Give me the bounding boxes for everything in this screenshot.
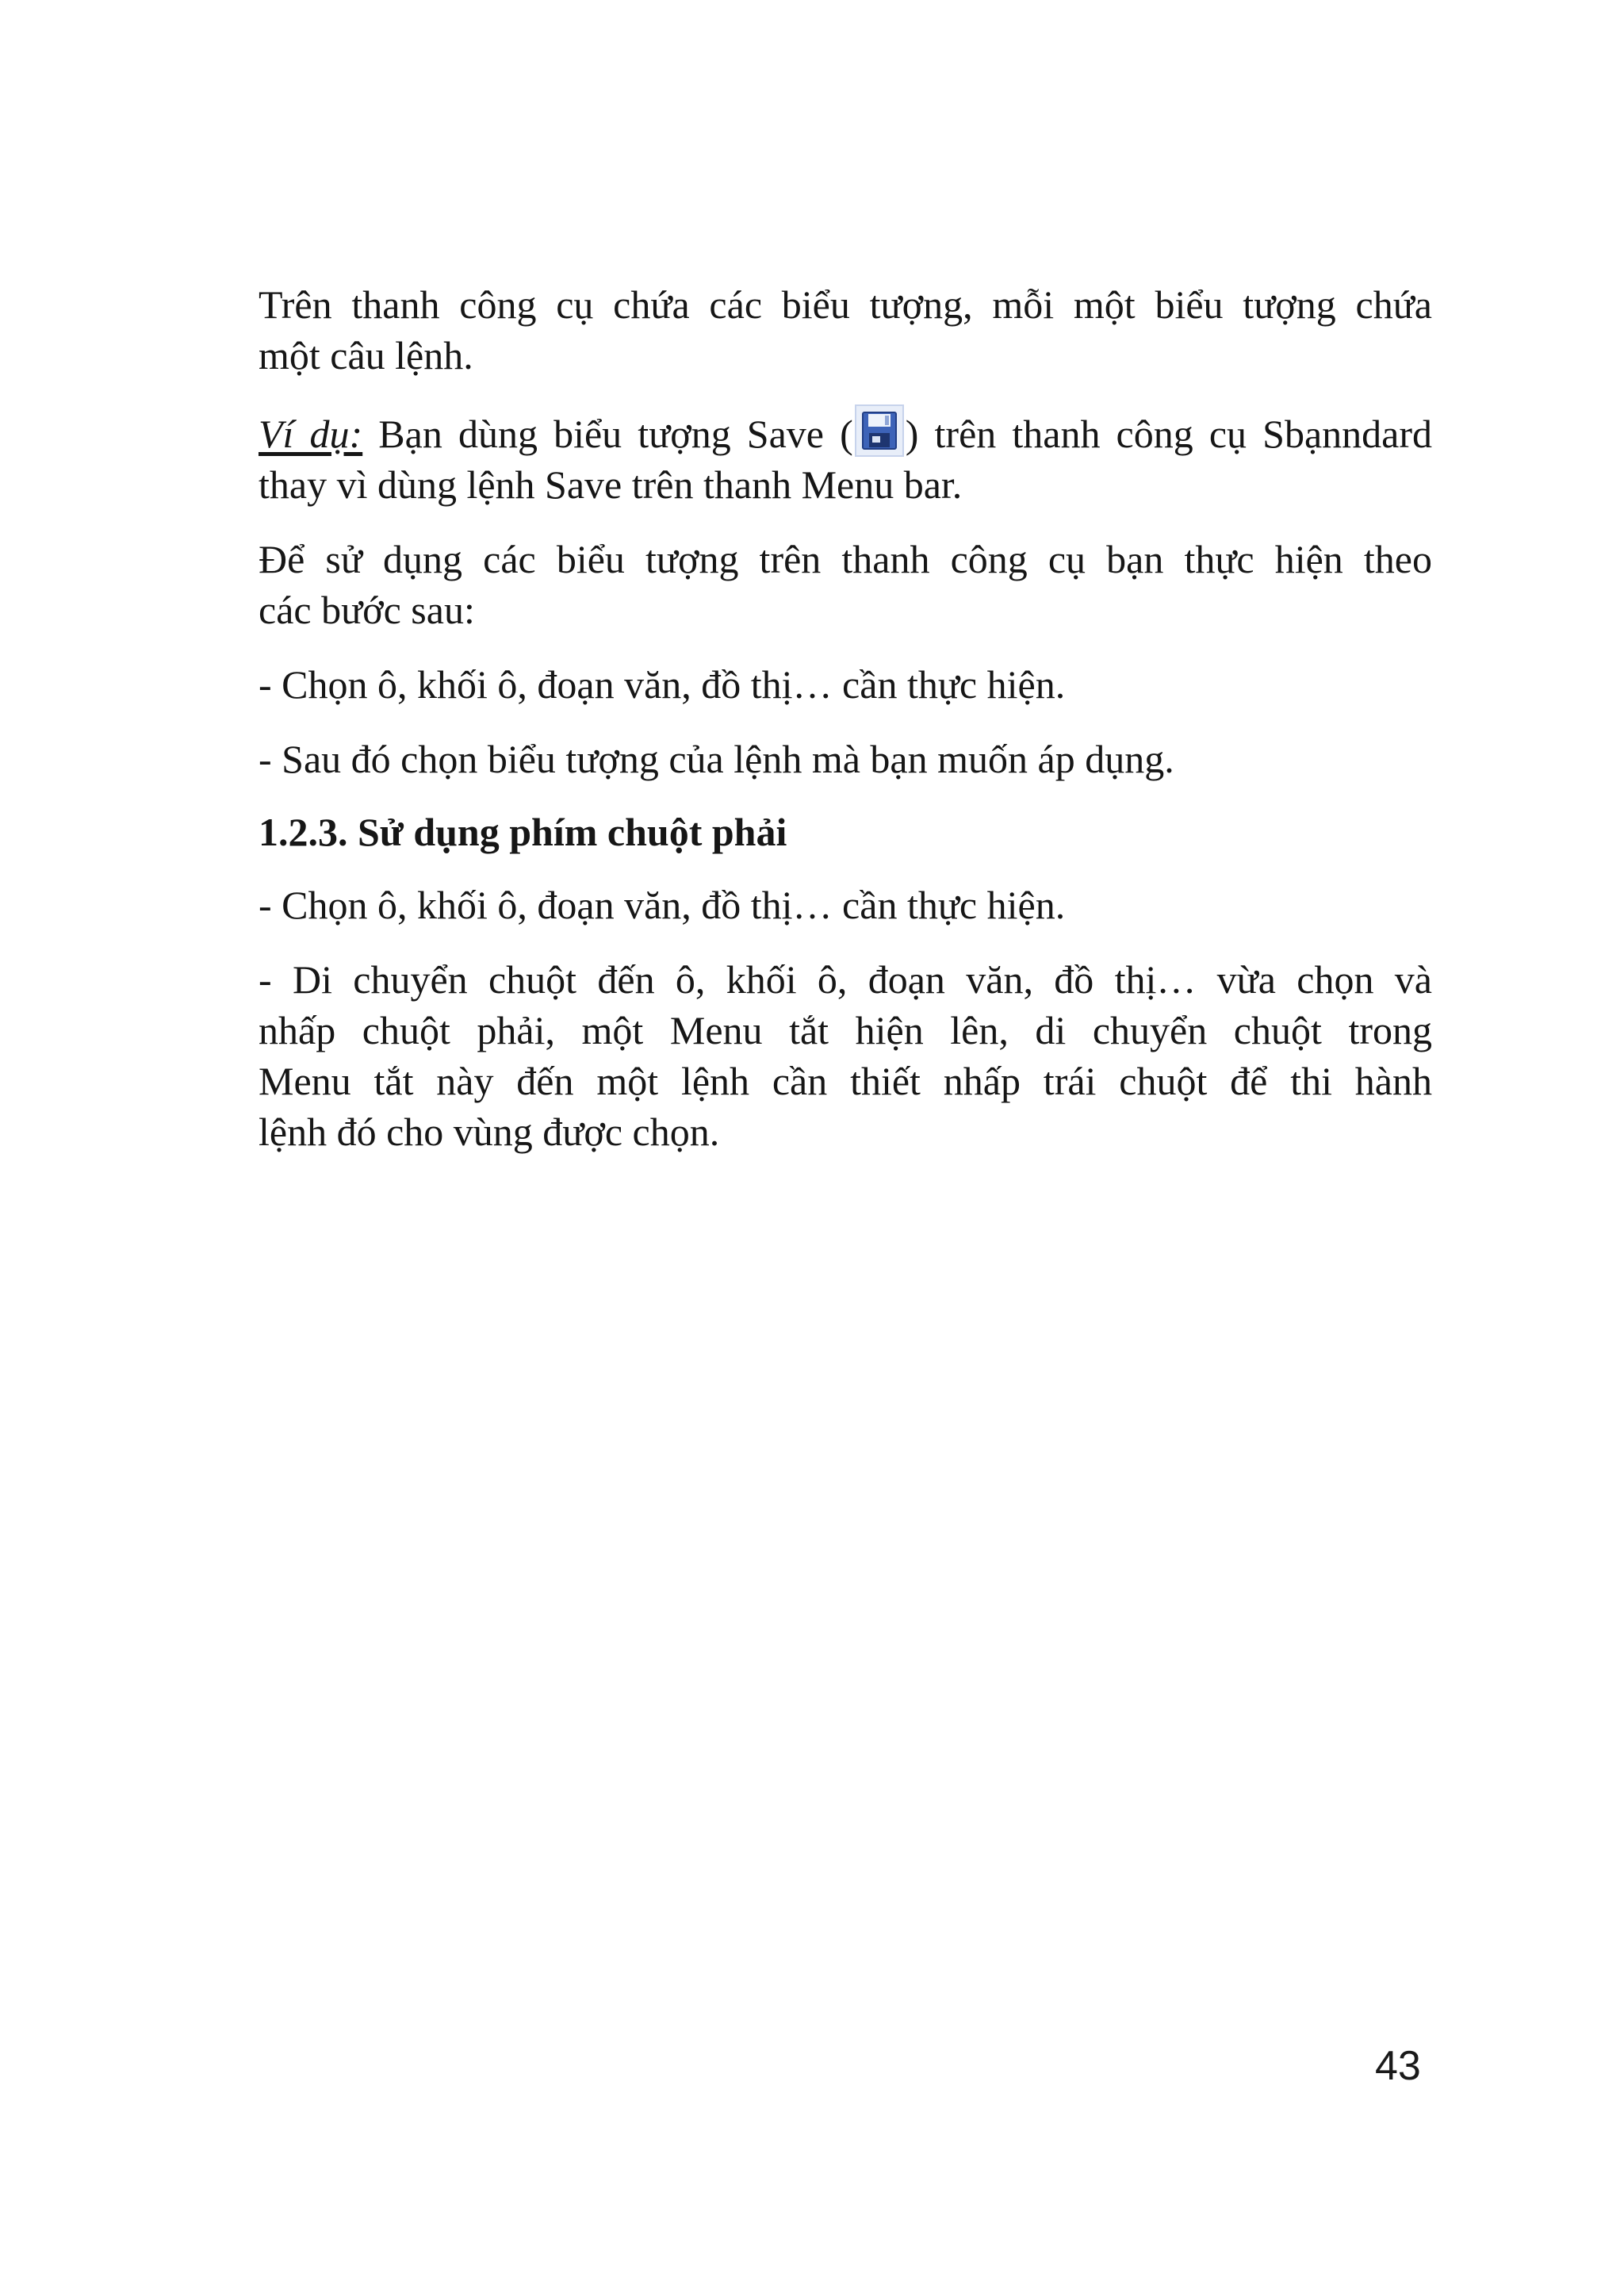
text-line: - Sau đó chọn biểu tượng của lệnh mà bạn muốn áp dụng. bbox=[259, 737, 1174, 781]
text-line: - Di chuyển chuột đến ô, khối ô, đoạn văn, đồ thị… vừa chọn và bbox=[259, 957, 1432, 1002]
floppy-disk-save-icon bbox=[855, 404, 904, 457]
text-line: Để sử dụng các biểu tượng trên thanh công cụ bạn thực hiện theo bbox=[259, 537, 1432, 581]
list-item-select-section bbox=[259, 880, 1432, 930]
text-line: các bước sau: bbox=[259, 588, 475, 632]
example-label: Ví dụ: bbox=[259, 412, 363, 456]
text-line: - Chọn ô, khối ô, đoạn văn, đồ thị… cần thực hiện. bbox=[259, 883, 1066, 927]
text-line bbox=[259, 404, 1432, 459]
text-line: một câu lệnh. bbox=[259, 333, 473, 378]
paragraph-toolbar-steps bbox=[259, 534, 1432, 635]
paragraph-example bbox=[259, 404, 1432, 510]
example-text-after-icon: ) trên thanh công cụ Sbạnndard bbox=[905, 412, 1433, 456]
list-item-select bbox=[259, 659, 1432, 710]
list-item-right-click bbox=[259, 954, 1432, 1157]
text-line: thay vì dùng lệnh Save trên thanh Menu bar. bbox=[259, 462, 963, 507]
section-heading: 1.2.3. Sử dụng phím chuột phải bbox=[259, 810, 787, 854]
example-text-before-icon: Bạn dùng biểu tượng Save ( bbox=[362, 412, 853, 456]
text-line: Menu tắt này đến một lệnh cần thiết nhấp trái chuột để thi hành bbox=[259, 1059, 1432, 1103]
page-number: 43 bbox=[1375, 2043, 1421, 2089]
paragraph-toolbar-intro bbox=[259, 279, 1432, 381]
list-item-choose-icon bbox=[259, 734, 1432, 784]
text-line: Trên thanh công cụ chứa các biểu tượng, mỗi một biểu tượng chứa bbox=[259, 282, 1432, 327]
text-line: lệnh đó cho vùng được chọn. bbox=[259, 1110, 720, 1154]
text-line: nhấp chuột phải, một Menu tắt hiện lên, di chuyển chuột trong bbox=[259, 1008, 1432, 1052]
page-content bbox=[259, 279, 1432, 1181]
text-line: - Chọn ô, khối ô, đoạn văn, đồ thị… cần thực hiện. bbox=[259, 662, 1066, 707]
